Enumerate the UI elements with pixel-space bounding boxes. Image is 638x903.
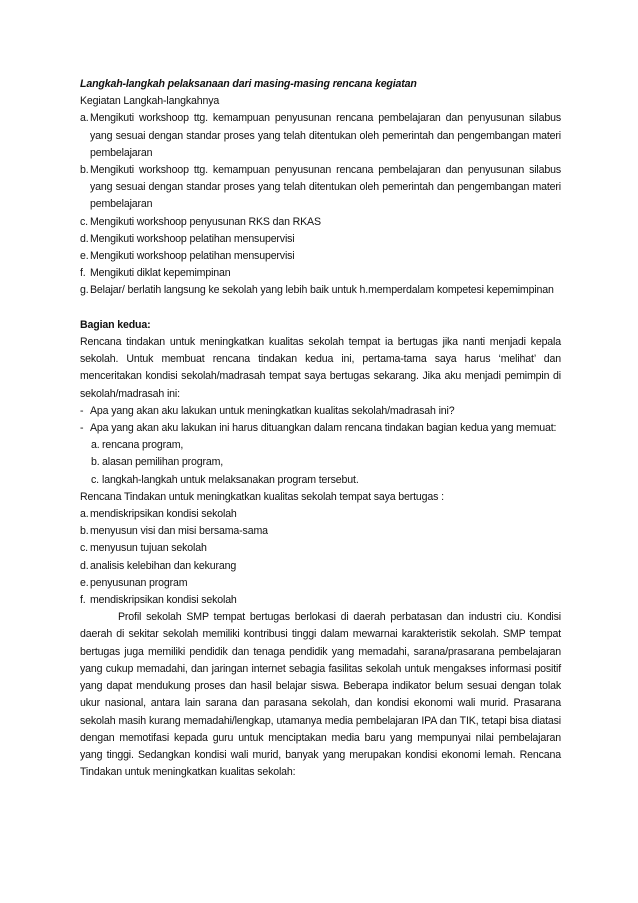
list-item [80, 110, 561, 162]
list-item-text: Belajar/ berlatih langsung ke sekolah yang lebih baik untuk h.memperdalam kompetesi kepemimpinan [90, 284, 554, 297]
list-marker: c. [80, 215, 88, 228]
section-heading-steps: Langkah-langkah pelaksanaan dari masing-masing rencana kegiatan [80, 78, 417, 90]
list-marker: b. [80, 164, 89, 177]
list-marker: - [80, 422, 84, 435]
list-marker: b. [91, 456, 100, 469]
list-item-text: menyusun tujuan sekolah [90, 542, 207, 555]
list-item-text: langkah-langkah untuk melaksanakan program tersebut. [102, 473, 359, 486]
list-item [80, 558, 561, 575]
list-item [80, 162, 561, 214]
list-item [80, 540, 561, 557]
list-item-text: analisis kelebihan dan kekurang [90, 559, 237, 572]
list-item-text: menyusun visi dan misi bersama-sama [90, 525, 268, 538]
list-item [80, 248, 561, 265]
list-item-text: alasan pemilihan program, [102, 456, 224, 469]
section-heading-part2: Bagian kedua: [80, 318, 151, 331]
list-item [80, 282, 561, 299]
list-item [80, 454, 561, 471]
list-item-text: Mengikuti workshoop ttg. kemampuan penyusunan rencana pembelajaran dan penyusunan silabus yang sesuai dengan standar proses yang telah ditentukan oleh pemerintah dan pengembangan materi pembelajaran [90, 164, 561, 211]
list-item [80, 231, 561, 248]
list-item [80, 592, 561, 609]
list-marker: f. [80, 267, 86, 280]
plan-list [80, 506, 561, 609]
steps-list [80, 110, 561, 299]
list-item [80, 214, 561, 231]
list-marker: - [80, 404, 84, 417]
list-item [80, 472, 561, 489]
list-item-text: Mengikuti workshoop ttg. kemampuan penyusunan rencana pembelajaran dan penyusunan silabus yang sesuai dengan standar proses yang telah ditentukan oleh pemerintah dan pengembangan materi pembelajaran [90, 112, 561, 159]
intro-paragraph: Rencana tindakan untuk meningkatkan kualitas sekolah tempat ia bertugas jika nanti menjadi kepala sekolah. Untuk membuat rencana tindakan kedua ini, pertama-tama saya harus ‘melihat’ dan menceritakan kondisi sekolah/madrasah tempat saya bertugas sekarang. Jika aku menjadi pemimpin di sekolah/madrasah ini: [80, 336, 561, 400]
list-item [80, 403, 561, 420]
list-marker: b. [80, 525, 89, 538]
list-item-text: Apa yang akan aku lakukan untuk meningkatkan kualitas sekolah/madrasah ini? [90, 404, 455, 417]
list-marker: g. [80, 284, 89, 297]
list-marker: c. [91, 473, 99, 486]
list-item [80, 523, 561, 540]
list-marker: e. [80, 250, 89, 263]
list-item-text: penyusunan program [90, 576, 188, 589]
plan-title: Rencana Tindakan untuk meningkatkan kualitas sekolah tempat saya bertugas : [80, 490, 444, 503]
list-item-text: Mengikuti workshoop pelatihan mensupervisi [90, 232, 295, 245]
list-item [80, 437, 561, 454]
program-sublist [80, 437, 561, 489]
list-item [80, 265, 561, 282]
list-item-text: rencana program, [102, 439, 184, 452]
list-marker: c. [80, 542, 88, 555]
section-subheading: Kegiatan Langkah-langkahnya [80, 95, 220, 108]
list-item [80, 420, 561, 437]
document-page [80, 76, 561, 781]
list-item-text: Apa yang akan aku lakukan ini harus dituangkan dalam rencana tindakan bagian kedua yang memuat: [90, 422, 557, 435]
list-marker: e. [80, 576, 89, 589]
list-item [80, 575, 561, 592]
list-item-text: Mengikuti diklat kepemimpinan [90, 267, 231, 280]
list-marker: d. [80, 559, 89, 572]
list-marker: a. [91, 439, 100, 452]
paragraph-spacer [80, 300, 561, 317]
list-item-text: mendiskripsikan kondisi sekolah [90, 508, 237, 521]
school-profile-paragraph: Profil sekolah SMP tempat bertugas berlokasi di daerah perbatasan dan industri ciu. Kondisi daerah di sekitar sekolah memiliki kontribusi tinggi dalam mewarnai karakteristik sekolah. SMP tempat bertugas juga memiliki pendidik dan tenaga pendidik yang memadahi, sarana/prasarana pembelajaran yang cukup memadahi, dan jaringan internet sebagia fasilitas sekolah untuk mengakses informasi positif yang dapat mendukung proses dan hasil belajar siswa. Beberapa indikator belum sesuai dengan tolak ukur nasional, antara lain sarana dan parasana sekolah, dan kondisi ekonomi wali murid. Prasarana sekolah masih kurang memadahi/lengkap, utamanya media pembelajaran IPA dan TIK, tetapi bisa diatasi dengan memotifasi kepada guru untuk menciptakan media baru yang mempunyai nilai pembelajaran yang tinggi. Sedangkan kondisi wali murid, banyak yang merupakan kondisi ekonomi lemah. Rencana Tindakan untuk meningkatkan kualitas sekolah: [80, 611, 561, 779]
list-item-text: Mengikuti workshoop penyusunan RKS dan RKAS [90, 215, 321, 228]
list-item [80, 506, 561, 523]
list-marker: f. [80, 594, 86, 607]
list-item-text: mendiskripsikan kondisi sekolah [90, 594, 237, 607]
list-marker: a. [80, 508, 89, 521]
list-item-text: Mengikuti workshoop pelatihan mensupervisi [90, 250, 295, 263]
questions-list [80, 403, 561, 437]
list-marker: d. [80, 232, 89, 245]
list-marker: a. [80, 112, 89, 125]
